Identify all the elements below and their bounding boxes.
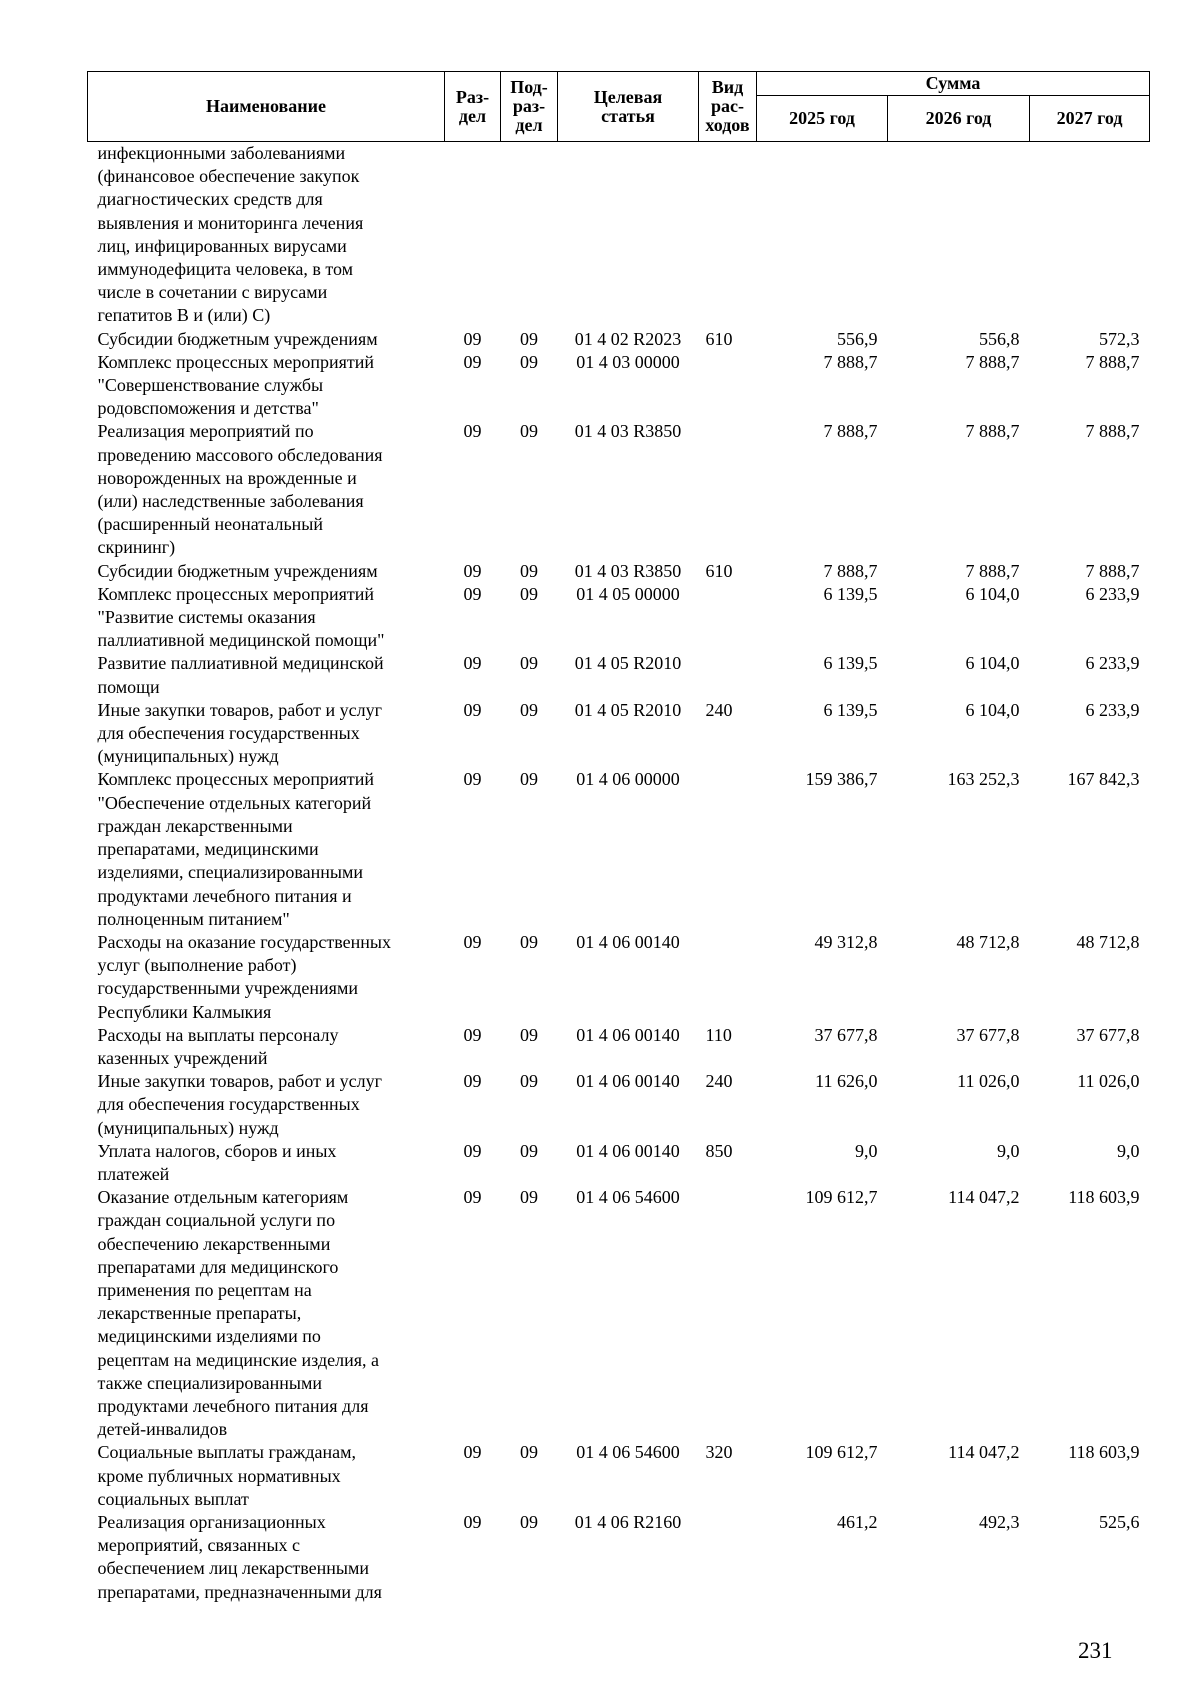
podrazdel-cell: 09: [520, 1442, 538, 1463]
name-line: кроме публичных нормативных: [97, 1465, 341, 1486]
name-line: "Обеспечение отдельных категорий: [97, 792, 372, 813]
podrazdel-cell: 09: [520, 328, 538, 349]
razdel-cell: 09: [463, 1140, 482, 1161]
name-line: диагностических средств для: [97, 189, 323, 210]
name-cell: [88, 420, 445, 559]
amount-2026-cell: 556,8: [979, 328, 1020, 349]
name-line: продуктами лечебного питания и: [97, 885, 352, 906]
name-line: социальных выплат: [97, 1488, 249, 1509]
name-line: проведению массового обследования: [97, 444, 383, 465]
table-header: [88, 72, 1150, 142]
name-line: (или) наследственные заболевания: [97, 491, 364, 512]
vid-cell: [699, 351, 757, 421]
table-row: [88, 699, 1150, 769]
header-article: [558, 72, 699, 142]
amount-2026-cell: 6 104,0: [965, 653, 1020, 674]
article-cell: [558, 142, 699, 328]
razdel-cell: 09: [463, 1071, 482, 1092]
name-line: Комплекс процессных мероприятий: [97, 351, 375, 372]
name-line: для обеспечения государственных: [97, 723, 360, 744]
razdel-cell: 09: [463, 328, 482, 349]
podrazdel-cell: 09: [520, 351, 538, 372]
razdel-cell: 09: [463, 653, 482, 674]
podrazdel-cell: 09: [520, 1071, 538, 1092]
name-line: Иные закупки товаров, работ и услуг: [97, 1071, 382, 1092]
name-line: "Развитие системы оказания: [97, 607, 316, 628]
name-cell: [88, 1441, 445, 1511]
header-2026: 2026 год: [888, 96, 1030, 142]
table-row: [88, 560, 1150, 583]
name-line: государственными учреждениями: [97, 978, 358, 999]
name-line: лекарственные препараты,: [97, 1303, 302, 1324]
article-cell: 01 4 06 00140: [576, 931, 680, 952]
amount-2026-cell: 48 712,8: [956, 931, 1020, 952]
razdel-cell: [445, 142, 501, 328]
podrazdel-cell: 09: [520, 653, 538, 674]
name-line: продуктами лечебного питания для: [97, 1395, 369, 1416]
table-row: [88, 768, 1150, 930]
table-row: [88, 351, 1150, 421]
table-row: [88, 652, 1150, 698]
name-line: препаратами, медицинскими: [97, 839, 319, 860]
name-line: медицинскими изделиями по: [97, 1326, 321, 1347]
article-cell: 01 4 06 54600: [576, 1187, 680, 1208]
name-cell: [88, 699, 445, 769]
header-razdel: [445, 72, 501, 142]
table-row: [88, 1140, 1150, 1186]
header-razdel-line: Раз-: [455, 86, 490, 107]
table-row: [88, 931, 1150, 1024]
vid-cell: 240: [705, 1071, 733, 1092]
header-vid-line: ходов: [705, 115, 750, 135]
amount-2027-cell: 572,3: [1099, 328, 1140, 349]
name-cell: [88, 1511, 445, 1604]
amount-2025-cell: 7 888,7: [823, 421, 878, 442]
name-line: числе в сочетании с вирусами: [97, 282, 328, 303]
vid-cell: 610: [705, 328, 733, 349]
article-cell: 01 4 05 00000: [576, 583, 680, 604]
name-line: (муниципальных) нужд: [97, 746, 279, 767]
name-line: платежей: [97, 1163, 170, 1184]
name-cell: [88, 768, 445, 930]
name-line: применения по рецептам на: [97, 1279, 312, 1300]
amount-2026-cell: 7 888,7: [965, 560, 1020, 581]
amount-2025-cell: 6 139,5: [823, 583, 878, 604]
amount-2027-cell: 7 888,7: [1085, 421, 1140, 442]
name-line: паллиативной медицинской помощи": [97, 630, 385, 651]
name-line: Реализация мероприятий по: [97, 421, 314, 442]
amount-2026-cell: 11 026,0: [957, 1071, 1020, 1092]
name-line: Республики Калмыкия: [97, 1001, 272, 1022]
razdel-cell: 09: [463, 1024, 482, 1045]
header-name: Наименование: [88, 72, 445, 142]
name-line: Комплекс процессных мероприятий: [97, 769, 375, 790]
header-vid-line: рас-: [711, 96, 744, 116]
amount-2027-cell: 48 712,8: [1076, 931, 1140, 952]
amount-2026-cell: 492,3: [979, 1511, 1020, 1532]
name-line: лиц, инфицированных вирусами: [97, 235, 347, 256]
header-podrazdel-line: дел: [515, 115, 543, 135]
vid-cell: 850: [705, 1140, 733, 1161]
name-line: Социальные выплаты гражданам,: [97, 1442, 356, 1463]
amount-2027-cell: 525,6: [1099, 1511, 1140, 1532]
podrazdel-cell: 09: [520, 1140, 538, 1161]
table-row: [88, 1024, 1150, 1070]
amount-2027-cell: 7 888,7: [1085, 351, 1140, 372]
vid-cell: [699, 142, 757, 328]
article-cell: 01 4 06 R2160: [574, 1511, 682, 1532]
name-line: также специализированными: [97, 1372, 323, 1393]
header-podrazdel: [501, 72, 558, 142]
vid-cell: 320: [705, 1442, 733, 1463]
name-line: инфекционными заболеваниями: [97, 143, 346, 163]
razdel-cell: 09: [463, 560, 482, 581]
name-cell: [88, 583, 445, 653]
name-line: (муниципальных) нужд: [97, 1117, 279, 1138]
amount-2027-cell: 37 677,8: [1076, 1024, 1140, 1045]
name-line: детей-инвалидов: [97, 1419, 228, 1440]
amount-2025-cell: 461,2: [837, 1511, 878, 1532]
vid-cell: [699, 1186, 757, 1441]
vid-cell: [699, 583, 757, 653]
name-line: граждан социальной услуги по: [97, 1210, 336, 1231]
budget-table: [87, 71, 1150, 1604]
razdel-cell: 09: [463, 583, 482, 604]
article-cell: 01 4 06 00140: [576, 1140, 680, 1161]
vid-cell: 610: [705, 560, 733, 581]
name-line: казенных учреждений: [97, 1047, 268, 1068]
article-cell: 01 4 03 00000: [576, 351, 680, 372]
amount-2025-cell: 49 312,8: [814, 931, 878, 952]
vid-cell: [699, 768, 757, 930]
amount-2026-cell: 6 104,0: [965, 699, 1020, 720]
amount-2026-cell: 37 677,8: [956, 1024, 1020, 1045]
name-line: Комплекс процессных мероприятий: [97, 583, 375, 604]
amount-2026-cell: 7 888,7: [965, 421, 1020, 442]
amount-2027-cell: 167 842,3: [1067, 769, 1140, 790]
amount-2027-cell: 9,0: [1117, 1140, 1140, 1161]
amount-2026-cell: 9,0: [997, 1140, 1020, 1161]
name-line: препаратами, предназначенными для: [97, 1581, 382, 1602]
podrazdel-cell: 09: [520, 931, 538, 952]
name-line: обеспечением лиц лекарственными: [97, 1558, 370, 1579]
podrazdel-cell: 09: [520, 1024, 538, 1045]
razdel-cell: 09: [463, 1187, 482, 1208]
amount-2027-cell: 7 888,7: [1085, 560, 1140, 581]
name-line: Расходы на оказание государственных: [97, 931, 391, 952]
podrazdel-cell: 09: [520, 1187, 538, 1208]
name-line: Субсидии бюджетным учреждениям: [97, 560, 378, 581]
razdel-cell: 09: [463, 769, 482, 790]
name-cell: [88, 351, 445, 421]
name-cell: [88, 142, 445, 328]
name-cell: [88, 1186, 445, 1441]
amount-2025-cell: 11 626,0: [815, 1071, 878, 1092]
name-line: (финансовое обеспечение закупок: [97, 166, 360, 187]
name-line: "Совершенствование службы: [97, 375, 324, 396]
table-row: [88, 1186, 1150, 1441]
header-razdel-line: дел: [458, 105, 487, 126]
name-line: Развитие паллиативной медицинской: [97, 653, 384, 674]
podrazdel-cell: 09: [520, 1511, 538, 1532]
razdel-cell: 09: [463, 699, 482, 720]
name-line: Реализация организационных: [97, 1511, 326, 1532]
table-row: [88, 142, 1150, 328]
podrazdel-cell: 09: [520, 769, 538, 790]
amount-2025-cell: 37 677,8: [814, 1024, 878, 1045]
header-vid-line: Вид: [711, 77, 744, 97]
amount-2027-cell: 6 233,9: [1085, 583, 1140, 604]
table-body: [88, 142, 1150, 1604]
header-sum: Сумма: [757, 72, 1150, 96]
podrazdel-cell: 09: [520, 560, 538, 581]
podrazdel-cell: 09: [520, 583, 538, 604]
amount-2027-cell: 118 603,9: [1068, 1187, 1140, 1208]
name-line: Субсидии бюджетным учреждениям: [97, 328, 378, 349]
name-line: новорожденных на врожденные и: [97, 467, 357, 488]
table-row: [88, 1511, 1150, 1604]
header-2025: 2025 год: [757, 96, 888, 142]
vid-cell: [699, 652, 757, 698]
page-number: 231: [1078, 1638, 1113, 1663]
razdel-cell: 09: [463, 931, 482, 952]
name-cell: [88, 652, 445, 698]
razdel-cell: 09: [463, 1442, 482, 1463]
article-cell: 01 4 06 00140: [576, 1071, 680, 1092]
name-line: изделиями, специализированными: [97, 862, 363, 883]
table-row: [88, 583, 1150, 653]
name-line: Иные закупки товаров, работ и услуг: [97, 699, 382, 720]
header-article-line: статья: [601, 105, 655, 126]
name-line: (расширенный неонатальный: [97, 514, 324, 535]
vid-cell: [699, 1511, 757, 1604]
amount-2027-cell: 11 026,0: [1077, 1071, 1140, 1092]
vid-cell: [699, 420, 757, 559]
table-row: [88, 420, 1150, 559]
name-cell: [88, 560, 445, 583]
article-cell: 01 4 03 R3850: [574, 421, 682, 442]
table-row: [88, 1070, 1150, 1140]
header-article-line: Целевая: [593, 86, 663, 107]
name-line: препаратами для медицинского: [97, 1256, 339, 1277]
amount-2025-cell: [757, 142, 888, 328]
amount-2027-cell: [1030, 142, 1150, 328]
header-podrazdel-line: Под-: [510, 77, 548, 97]
razdel-cell: 09: [463, 351, 482, 372]
name-line: выявления и мониторинга лечения: [97, 212, 364, 233]
amount-2025-cell: 556,9: [837, 328, 878, 349]
amount-2025-cell: 9,0: [855, 1140, 878, 1161]
header-2027: 2027 год: [1030, 96, 1150, 142]
header-podrazdel-line: раз-: [512, 96, 546, 116]
amount-2026-cell: 114 047,2: [948, 1187, 1020, 1208]
podrazdel-cell: [501, 142, 558, 328]
amount-2026-cell: 163 252,3: [947, 769, 1020, 790]
name-line: полноценным питанием": [97, 908, 290, 929]
amount-2025-cell: 6 139,5: [823, 653, 878, 674]
amount-2026-cell: 6 104,0: [965, 583, 1020, 604]
name-line: Оказание отдельным категориям: [97, 1187, 349, 1208]
article-cell: 01 4 02 R2023: [574, 328, 682, 349]
amount-2025-cell: 159 386,7: [805, 769, 878, 790]
amount-2027-cell: 6 233,9: [1085, 653, 1140, 674]
table-row: [88, 1441, 1150, 1511]
podrazdel-cell: 09: [520, 421, 538, 442]
name-cell: [88, 1024, 445, 1070]
amount-2025-cell: 7 888,7: [823, 351, 878, 372]
name-cell: [88, 1070, 445, 1140]
name-line: Расходы на выплаты персоналу: [97, 1024, 339, 1045]
name-line: мероприятий, связанных с: [97, 1535, 301, 1556]
article-cell: 01 4 03 R3850: [574, 560, 682, 581]
amount-2027-cell: 6 233,9: [1085, 699, 1140, 720]
header-vid: [699, 72, 757, 142]
name-cell: [88, 1140, 445, 1186]
name-line: граждан лекарственными: [97, 815, 293, 836]
article-cell: 01 4 06 00000: [576, 769, 680, 790]
article-cell: 01 4 06 00140: [576, 1024, 680, 1045]
vid-cell: 110: [705, 1024, 732, 1045]
razdel-cell: 09: [463, 1511, 482, 1532]
name-line: рецептам на медицинские изделия, а: [97, 1349, 379, 1370]
vid-cell: [699, 931, 757, 1024]
amount-2025-cell: 109 612,7: [805, 1442, 878, 1463]
name-line: родовспоможения и детства": [97, 398, 319, 419]
name-line: гепатитов B и (или) C): [97, 305, 271, 326]
name-line: услуг (выполнение работ): [97, 955, 297, 976]
amount-2025-cell: 109 612,7: [805, 1187, 878, 1208]
name-line: обеспечению лекарственными: [97, 1233, 331, 1254]
amount-2026-cell: 7 888,7: [965, 351, 1020, 372]
name-cell: [88, 931, 445, 1024]
name-line: иммунодефицита человека, в том: [97, 259, 354, 280]
table-row: [88, 328, 1150, 351]
name-line: помощи: [97, 676, 160, 697]
amount-2027-cell: 118 603,9: [1068, 1442, 1140, 1463]
amount-2026-cell: [888, 142, 1030, 328]
article-cell: 01 4 06 54600: [576, 1442, 680, 1463]
razdel-cell: 09: [463, 421, 482, 442]
name-line: скрининг): [97, 537, 176, 558]
amount-2025-cell: 7 888,7: [823, 560, 878, 581]
name-cell: [88, 328, 445, 351]
vid-cell: 240: [705, 699, 733, 720]
article-cell: 01 4 05 R2010: [574, 699, 682, 720]
podrazdel-cell: 09: [520, 699, 538, 720]
article-cell: 01 4 05 R2010: [574, 653, 682, 674]
name-line: Уплата налогов, сборов и иных: [97, 1140, 337, 1161]
name-line: для обеспечения государственных: [97, 1094, 360, 1115]
amount-2026-cell: 114 047,2: [948, 1442, 1020, 1463]
amount-2025-cell: 6 139,5: [823, 699, 878, 720]
